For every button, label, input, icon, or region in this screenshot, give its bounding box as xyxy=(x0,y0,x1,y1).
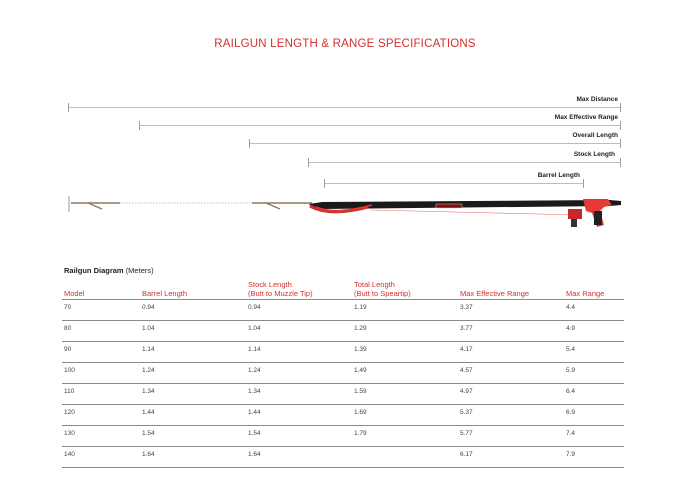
dim-line-barrel-length xyxy=(324,183,584,184)
table-title-unit: (Meters) xyxy=(125,266,154,275)
cell-stock-length: 1.14 xyxy=(246,342,352,363)
cell-max-effective-range: 4.57 xyxy=(458,363,564,384)
cell-max-effective-range: 5.77 xyxy=(458,426,564,447)
table-title-bold: Railgun Diagram xyxy=(64,266,124,275)
header-barrel-length: Barrel Length xyxy=(142,289,188,298)
cell-max-range: 6.9 xyxy=(564,405,624,426)
cell-max-range: 7.9 xyxy=(564,447,624,468)
cell-total-length xyxy=(352,447,458,468)
cell-model: 90 xyxy=(62,342,140,363)
table-title xyxy=(64,266,154,275)
table-header-row xyxy=(62,280,624,300)
cell-max-range: 4.9 xyxy=(564,321,624,342)
cell-model: 100 xyxy=(62,363,140,384)
cell-max-range: 5.9 xyxy=(564,363,624,384)
cell-stock-length: 1.34 xyxy=(246,384,352,405)
cell-max-range: 7.4 xyxy=(564,426,624,447)
cell-max-effective-range: 3.77 xyxy=(458,321,564,342)
cell-total-length: 1.29 xyxy=(352,321,458,342)
cell-barrel-length: 1.44 xyxy=(140,405,246,426)
cell-max-effective-range: 5.37 xyxy=(458,405,564,426)
cell-model: 110 xyxy=(62,384,140,405)
cell-barrel-length: 1.54 xyxy=(140,426,246,447)
cell-stock-length: 1.64 xyxy=(246,447,352,468)
dim-line-max-effective-range xyxy=(139,125,621,126)
cell-stock-length: 1.24 xyxy=(246,363,352,384)
dim-label-barrel-length: Barrel Length xyxy=(537,172,580,179)
dim-label-max-effective-range: Max Effective Range xyxy=(554,114,618,121)
header-total-length: Total Length (Butt to Speartip) xyxy=(354,280,411,298)
cell-model: 130 xyxy=(62,426,140,447)
header-model: Model xyxy=(64,289,85,298)
table-row xyxy=(62,321,624,342)
header-max-effective-range: Max Effective Range xyxy=(460,289,530,298)
cell-total-length: 1.39 xyxy=(352,342,458,363)
cell-model: 80 xyxy=(62,321,140,342)
cell-max-effective-range: 3.37 xyxy=(458,300,564,321)
railgun-diagram xyxy=(0,185,690,235)
table-row xyxy=(62,300,624,321)
dim-label-overall-length: Overall Length xyxy=(572,132,618,139)
cell-total-length: 1.49 xyxy=(352,363,458,384)
cell-total-length: 1.19 xyxy=(352,300,458,321)
cell-max-range: 4.4 xyxy=(564,300,624,321)
dim-line-overall-length xyxy=(249,143,621,144)
specifications-table xyxy=(62,280,624,468)
cell-total-length: 1.59 xyxy=(352,384,458,405)
table-row xyxy=(62,405,624,426)
cell-model: 120 xyxy=(62,405,140,426)
cell-stock-length: 1.04 xyxy=(246,321,352,342)
cell-barrel-length: 0.94 xyxy=(140,300,246,321)
dim-line-stock-length xyxy=(308,162,621,163)
header-stock-length: Stock Length (Butt to Muzzle Tip) xyxy=(248,280,313,298)
cell-barrel-length: 1.34 xyxy=(140,384,246,405)
cell-max-effective-range: 4.17 xyxy=(458,342,564,363)
cell-max-range: 5.4 xyxy=(564,342,624,363)
cell-barrel-length: 1.14 xyxy=(140,342,246,363)
cell-total-length: 1.69 xyxy=(352,405,458,426)
cell-stock-length: 0.94 xyxy=(246,300,352,321)
cell-total-length: 1.79 xyxy=(352,426,458,447)
spear-extended xyxy=(69,196,252,212)
cell-max-range: 6.4 xyxy=(564,384,624,405)
cell-max-effective-range: 4.97 xyxy=(458,384,564,405)
cell-max-effective-range: 6.17 xyxy=(458,447,564,468)
cell-stock-length: 1.44 xyxy=(246,405,352,426)
table-row xyxy=(62,342,624,363)
cell-stock-length: 1.54 xyxy=(246,426,352,447)
table-row xyxy=(62,363,624,384)
railgun-body xyxy=(309,199,621,227)
dim-line-max-distance xyxy=(68,107,621,108)
dim-label-max-distance: Max Distance xyxy=(576,96,618,103)
dim-label-stock-length: Stock Length xyxy=(573,151,615,158)
cell-barrel-length: 1.24 xyxy=(140,363,246,384)
header-max-range: Max Range xyxy=(566,289,605,298)
spear-loaded xyxy=(252,203,312,209)
cell-barrel-length: 1.04 xyxy=(140,321,246,342)
page-title: RAILGUN LENGTH & RANGE SPECIFICATIONS xyxy=(214,38,476,50)
cell-barrel-length: 1.64 xyxy=(140,447,246,468)
table-row xyxy=(62,426,624,447)
table-row xyxy=(62,384,624,405)
cell-model: 140 xyxy=(62,447,140,468)
table-row xyxy=(62,447,624,468)
cell-model: 70 xyxy=(62,300,140,321)
